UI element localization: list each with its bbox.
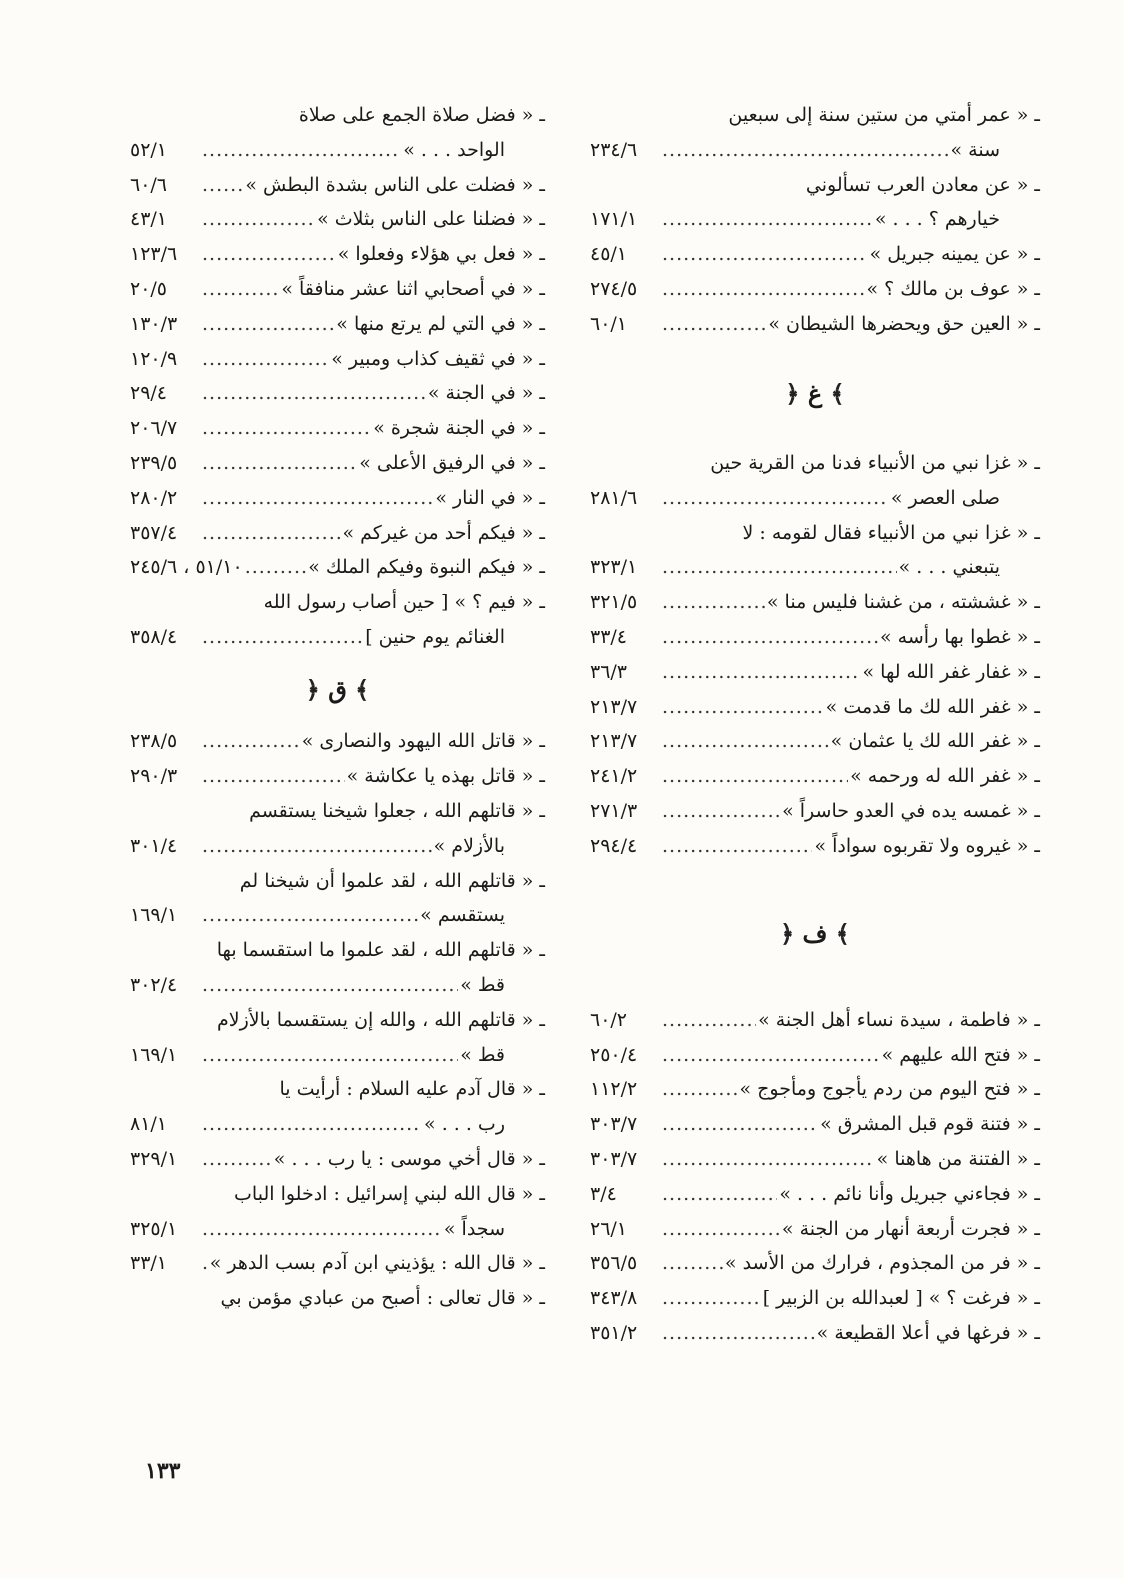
entry-reference: ١٣٠/٣ <box>130 312 178 335</box>
entry-text: ـ « فجاءني جبريل وأنا نائم . . . » <box>779 1182 1040 1205</box>
heading-ornament: ﴾ <box>827 918 850 948</box>
entry-line <box>590 724 1040 759</box>
entry-text: ـ « العين حق ويحضرها الشيطان » <box>768 312 1040 335</box>
entry-reference: ٣٢٣/١ <box>590 556 638 579</box>
leader-dots <box>662 759 848 794</box>
entry-text: ـ « فيكم النبوة وفيكم الملك » <box>308 556 545 579</box>
leader-dots <box>662 690 824 725</box>
leader-dots <box>662 1038 880 1073</box>
index-entry <box>130 1072 545 1142</box>
index-entry <box>590 1142 1040 1177</box>
index-entry <box>130 307 545 342</box>
entry-reference: ٣٠٢/٤ <box>130 973 178 996</box>
index-entry <box>590 516 1040 586</box>
entry-reference: ٥١/١٠ ، ٢٤٥/٦ <box>130 556 243 579</box>
entry-text: ـ « قاتل بهذه يا عكاشة » <box>346 765 545 788</box>
entry-text: ـ « غفر الله لك يا عثمان » <box>830 730 1040 753</box>
leader-dots <box>662 202 873 237</box>
entry-reference: ٣٢٩/١ <box>130 1147 178 1170</box>
index-entry <box>130 237 545 272</box>
leader-dots <box>202 724 300 759</box>
entry-text: ـ « عمر أمتي من ستين سنة إلى سبعين <box>728 104 1040 126</box>
entry-reference: ٢٧١/٣ <box>590 799 638 822</box>
index-entry <box>130 272 545 307</box>
entry-line <box>590 1107 1040 1142</box>
entry-line <box>590 1316 1040 1351</box>
entry-reference: ٢٠٦/٧ <box>130 417 178 440</box>
entry-reference: ٣٥٨/٤ <box>130 625 178 648</box>
entry-line <box>590 1177 1040 1212</box>
entry-line <box>130 516 545 551</box>
index-entry <box>590 759 1040 794</box>
entry-text: ـ « فضل صلاة الجمع على صلاة <box>298 104 545 126</box>
index-entry <box>130 168 545 203</box>
entry-text: ـ « فتح الله عليهم » <box>881 1043 1040 1066</box>
index-entry <box>130 759 545 794</box>
leader-dots <box>202 1212 442 1247</box>
entry-text: ـ « الفتنة من هاهنا » <box>876 1147 1040 1170</box>
entry-line <box>130 1003 545 1038</box>
entry-text: ـ « في ثقيف كذاب ومبير » <box>331 347 545 370</box>
entry-line <box>130 98 545 133</box>
leader-dots <box>202 376 426 411</box>
entry-reference: ٣٢١/٥ <box>590 591 638 614</box>
section-letter: غ <box>807 378 823 408</box>
index-entry <box>590 620 1040 655</box>
entry-line <box>130 1177 545 1212</box>
section-letter: ف <box>802 918 828 948</box>
entry-text: خيارهم ؟ . . . » <box>874 208 1000 231</box>
entry-line <box>590 655 1040 690</box>
entry-text: ـ « فضلنا على الناس بثلاث » <box>317 208 545 231</box>
index-entry <box>130 550 545 585</box>
leader-dots <box>662 133 948 168</box>
entry-text: قط » <box>460 973 505 996</box>
entry-reference: ٣٢٥/١ <box>130 1217 178 1240</box>
entry-text: الواحد . . . » <box>403 138 505 161</box>
index-entry <box>130 411 545 446</box>
heading-ornament: ﴾ <box>346 674 370 704</box>
leader-dots <box>202 411 371 446</box>
entry-line <box>590 1038 1040 1073</box>
entry-reference: ٦٠/١ <box>590 312 628 335</box>
index-entry <box>590 98 1040 168</box>
entry-reference: ٣/٤ <box>590 1182 617 1205</box>
entry-text: ـ « غزا نبي من الأنبياء فدنا من القرية حين <box>710 451 1040 474</box>
entry-reference: ٣٥١/٢ <box>590 1321 638 1344</box>
leader-dots <box>662 655 861 690</box>
index-entry <box>130 1142 545 1177</box>
entry-text: ـ « قاتلهم الله ، لقد علموا أن شيخنا لم <box>239 869 545 892</box>
index-entry <box>590 1212 1040 1247</box>
entry-reference: ١٦٩/١ <box>130 1043 178 1066</box>
heading-ornament: ﴿ <box>305 674 329 704</box>
entry-line <box>130 168 545 203</box>
entry-line <box>130 1281 545 1316</box>
index-entry <box>590 1003 1040 1038</box>
entry-reference: ٣٤٣/٨ <box>590 1287 638 1310</box>
leader-dots <box>202 759 345 794</box>
leader-dots <box>662 585 765 620</box>
leader-dots <box>202 342 329 377</box>
leader-dots <box>662 1107 818 1142</box>
entry-line <box>590 1281 1040 1316</box>
index-entry <box>130 376 545 411</box>
index-entry <box>590 237 1040 272</box>
heading-ornament: ﴿ <box>780 918 803 948</box>
heading-ornament: ﴿ <box>785 378 808 408</box>
entry-text: ـ « فتح اليوم من ردم يأجوج ومأجوج » <box>739 1078 1040 1101</box>
entry-text: ـ « غفر الله له ورحمه » <box>850 765 1040 788</box>
entry-line <box>590 307 1040 342</box>
entry-line <box>590 759 1040 794</box>
entry-reference: ١٦٩/١ <box>130 904 178 927</box>
index-entry <box>130 516 545 551</box>
section-heading <box>590 342 1040 446</box>
index-entry <box>130 1281 545 1316</box>
entry-reference: ٤٣/١ <box>130 208 168 231</box>
entry-text: ـ « فيكم أحد من غيركم » <box>342 521 545 544</box>
entry-text: ـ « في الجنة » <box>427 382 545 405</box>
index-entry <box>590 446 1040 516</box>
entry-text: ـ « غمسه يده في العدو حاسراً » <box>782 799 1040 822</box>
entry-reference: ٣٣/٤ <box>590 625 628 648</box>
entry-continuation-line <box>130 620 545 655</box>
index-entry <box>590 1072 1040 1107</box>
entry-line <box>130 724 545 759</box>
entry-reference: ٢٩/٤ <box>130 382 168 405</box>
index-entry <box>130 585 545 655</box>
entry-text: ـ « قال تعالى : أصبح من عبادي مؤمن بي <box>220 1287 545 1310</box>
entry-text: ـ « فر من المجذوم ، فرارك من الأسد » <box>724 1252 1040 1275</box>
leader-dots <box>662 481 889 516</box>
entry-reference: ٣٦/٣ <box>590 660 628 683</box>
entry-reference: ٢٦/١ <box>590 1217 628 1240</box>
entry-continuation-line <box>130 1038 545 1073</box>
entry-text: يستقسم » <box>420 904 505 927</box>
entry-text: ـ « عن معادن العرب تسألوني <box>805 173 1040 196</box>
entry-line <box>130 864 545 899</box>
entry-text: ـ « قاتل الله اليهود والنصارى » <box>301 730 545 753</box>
entry-reference: ٦٠/٦ <box>130 173 168 196</box>
leader-dots <box>662 794 780 829</box>
section-letter: ق <box>328 674 347 704</box>
index-entry <box>590 585 1040 620</box>
entry-text: ـ « فاطمة ، سيدة نساء أهل الجنة » <box>758 1008 1040 1031</box>
entry-text: سجداً » <box>443 1217 505 1240</box>
leader-dots <box>202 516 341 551</box>
entry-reference: ٢١٣/٧ <box>590 695 638 718</box>
entry-line <box>130 1072 545 1107</box>
entry-reference: ٢١٣/٧ <box>590 730 638 753</box>
entry-reference: ٣٣/١ <box>130 1252 168 1275</box>
entry-text: سنة » <box>950 138 1000 161</box>
leader-dots <box>662 1142 875 1177</box>
leader-dots <box>202 202 315 237</box>
leader-dots <box>662 1246 723 1281</box>
entry-line <box>590 829 1040 864</box>
entry-reference: ٣٥٧/٤ <box>130 521 178 544</box>
leader-dots <box>662 1212 780 1247</box>
entry-text: الغنائم يوم حنين ] <box>365 625 505 648</box>
index-entry <box>590 724 1040 759</box>
entry-reference: ٥٢/١ <box>130 138 168 161</box>
entry-continuation-line <box>590 550 1040 585</box>
entry-text: ـ « في النار » <box>435 486 545 509</box>
entry-text: ـ « فيم ؟ » [ حين أصاب رسول الله <box>263 591 545 614</box>
entry-reference: ٢٥٠/٤ <box>590 1043 638 1066</box>
leader-dots <box>202 898 418 933</box>
entry-reference: ٣٠٣/٧ <box>590 1113 638 1136</box>
entry-text: ـ « غفار غفر الله لها » <box>862 660 1040 683</box>
leader-dots <box>202 237 336 272</box>
leader-dots <box>662 237 868 272</box>
entry-line <box>590 272 1040 307</box>
entry-text: ـ « فرغها في أعلا القطيعة » <box>816 1321 1040 1344</box>
entry-line <box>130 237 545 272</box>
entry-line <box>130 272 545 307</box>
leader-dots <box>202 1038 458 1073</box>
leader-dots <box>202 272 279 307</box>
entry-text: ـ « قال آدم عليه السلام : أرأيت يا <box>279 1078 545 1101</box>
index-entry <box>130 1246 545 1281</box>
entry-line <box>130 376 545 411</box>
index-entry <box>130 446 545 481</box>
entry-line <box>130 446 545 481</box>
entry-text: بالأزلام » <box>433 834 505 857</box>
leader-dots <box>202 133 401 168</box>
entry-line <box>130 550 545 585</box>
leader-dots <box>202 620 363 655</box>
entry-line <box>130 202 545 237</box>
entry-reference: ٢٤١/٢ <box>590 765 638 788</box>
leader-dots <box>662 1316 815 1351</box>
leader-dots <box>202 1142 272 1177</box>
entry-reference: ٢٧٤/٥ <box>590 277 638 300</box>
leader-dots <box>245 550 307 585</box>
entry-line <box>590 446 1040 481</box>
entry-continuation-line <box>590 202 1040 237</box>
entry-text: ـ « غيروه ولا تقربوه سواداً » <box>814 834 1040 857</box>
leader-dots <box>662 1072 737 1107</box>
entry-line <box>130 759 545 794</box>
entry-continuation-line <box>130 829 545 864</box>
entry-reference: ١١٢/٢ <box>590 1078 638 1101</box>
entry-reference: ٢٨٠/٢ <box>130 486 178 509</box>
leader-dots <box>202 307 334 342</box>
entry-line <box>130 411 545 446</box>
leader-dots <box>202 168 243 203</box>
leader-dots <box>662 550 897 585</box>
index-entry <box>130 1003 545 1073</box>
entry-line <box>590 620 1040 655</box>
leader-dots <box>662 1003 756 1038</box>
entry-text: ـ « غششته ، من غشنا فليس منا » <box>766 591 1040 614</box>
entry-line <box>590 690 1040 725</box>
entry-reference: ١٧١/١ <box>590 208 638 231</box>
index-entry <box>590 1177 1040 1212</box>
entry-line <box>590 516 1040 551</box>
entry-line <box>130 342 545 377</box>
leader-dots <box>202 481 433 516</box>
index-entry <box>590 1316 1040 1351</box>
leader-dots <box>202 1107 422 1142</box>
entry-text: ـ « قال الله لبني إسرائيل : ادخلوا الباب <box>234 1182 545 1205</box>
entry-text: ـ « عن يمينه جبريل » <box>869 243 1040 266</box>
index-entry <box>590 307 1040 342</box>
entry-line <box>590 585 1040 620</box>
entry-line <box>590 237 1040 272</box>
entry-text: ـ « قاتلهم الله ، جعلوا شيخنا يستقسم <box>249 799 545 822</box>
leader-dots <box>662 724 829 759</box>
entry-text: ـ « فتنة قوم قبل المشرق » <box>820 1113 1040 1136</box>
entry-text: ـ « فرغت ؟ » [ لعبدالله بن الزبير ] <box>762 1287 1040 1310</box>
entry-continuation-line <box>130 1212 545 1247</box>
entry-reference: ٣٠٣/٧ <box>590 1147 638 1170</box>
page-number: ١٣٣ <box>145 1458 181 1484</box>
entry-line <box>590 1246 1040 1281</box>
index-column-left <box>130 98 545 1316</box>
entry-reference: ٢٨١/٦ <box>590 486 638 509</box>
index-entry <box>590 1038 1040 1073</box>
entry-reference: ٢٣٨/٥ <box>130 730 178 753</box>
entry-text: ـ « في أصحابي اثنا عشر منافقاً » <box>281 277 545 300</box>
index-entry <box>590 1246 1040 1281</box>
section-heading <box>130 655 545 725</box>
entry-line <box>590 1142 1040 1177</box>
entry-line <box>130 307 545 342</box>
entry-continuation-line <box>130 1107 545 1142</box>
entry-line <box>130 794 545 829</box>
entry-line <box>590 1003 1040 1038</box>
entry-continuation-line <box>130 968 545 1003</box>
entry-reference: ٢٠/٥ <box>130 277 168 300</box>
entry-line <box>130 933 545 968</box>
entry-reference: ٣٠١/٤ <box>130 834 178 857</box>
entry-text: ـ « غطوا بها رأسه » <box>879 625 1040 648</box>
index-entry <box>130 342 545 377</box>
entry-reference: ٤٥/١ <box>590 243 628 266</box>
entry-line <box>590 794 1040 829</box>
index-entry <box>130 481 545 516</box>
leader-dots <box>202 1246 208 1281</box>
index-entry <box>130 724 545 759</box>
leader-dots <box>662 1177 777 1212</box>
entry-reference: ٢٣٩/٥ <box>130 451 178 474</box>
index-entry <box>590 655 1040 690</box>
index-column-right <box>590 98 1040 1351</box>
leader-dots <box>662 829 812 864</box>
entry-text: ـ « فعل بي هؤلاء وفعلوا » <box>337 243 545 266</box>
entry-text: قط » <box>460 1043 505 1066</box>
leader-dots <box>662 620 878 655</box>
entry-text: ـ « في الرفيق الأعلى » <box>359 451 545 474</box>
index-entry <box>130 202 545 237</box>
index-entry <box>590 690 1040 725</box>
entry-line <box>130 1246 545 1281</box>
entry-text: ـ « فجرت أربعة أنهار من الجنة » <box>781 1217 1040 1240</box>
index-entry <box>130 933 545 1003</box>
entry-reference: ١٢٣/٦ <box>130 243 178 266</box>
entry-text: ـ « قاتلهم الله ، لقد علموا ما استقسما بها <box>216 939 545 962</box>
leader-dots <box>202 446 357 481</box>
index-entry <box>130 864 545 934</box>
entry-continuation-line <box>590 133 1040 168</box>
index-entry <box>130 98 545 168</box>
entry-continuation-line <box>130 898 545 933</box>
entry-reference: ٣٥٦/٥ <box>590 1252 638 1275</box>
entry-text: ـ « غزا نبي من الأنبياء فقال لقومه : لا <box>742 521 1040 544</box>
entry-reference: ٢٣٤/٦ <box>590 138 638 161</box>
leader-dots <box>202 968 458 1003</box>
entry-reference: ٢٩٠/٣ <box>130 765 178 788</box>
entry-reference: ٢٩٤/٤ <box>590 834 638 857</box>
entry-text: ـ « في التي لم يرتع منها » <box>336 312 545 335</box>
index-entry <box>590 168 1040 238</box>
entry-line <box>590 98 1040 133</box>
index-entry <box>130 1177 545 1247</box>
entry-line <box>590 168 1040 203</box>
entry-continuation-line <box>130 133 545 168</box>
entry-continuation-line <box>590 481 1040 516</box>
entry-text: ـ « غفر الله لك ما قدمت » <box>825 695 1040 718</box>
index-entry <box>590 1107 1040 1142</box>
entry-text: يتبعني . . . » <box>898 556 1000 579</box>
entry-text: ـ « عوف بن مالك ؟ » <box>866 277 1040 300</box>
entry-text: ـ « في الجنة شجرة » <box>373 417 545 440</box>
heading-ornament: ﴾ <box>822 378 845 408</box>
entry-text: ـ « فضلت على الناس بشدة البطش » <box>245 173 545 196</box>
entry-line <box>590 1072 1040 1107</box>
entry-text: ـ « قال أخي موسى : يا رب . . . » <box>273 1147 545 1170</box>
entry-line <box>590 1212 1040 1247</box>
entry-line <box>130 585 545 620</box>
index-entry <box>590 1281 1040 1316</box>
entry-line <box>130 481 545 516</box>
leader-dots <box>202 829 432 864</box>
leader-dots <box>662 1281 761 1316</box>
leader-dots <box>662 307 766 342</box>
entry-reference: ٦٠/٢ <box>590 1008 628 1031</box>
leader-dots <box>662 272 864 307</box>
index-entry <box>590 272 1040 307</box>
entry-reference: ١٢٠/٩ <box>130 347 178 370</box>
section-heading <box>590 864 1040 1003</box>
entry-line <box>130 1142 545 1177</box>
entry-text: رب . . . » <box>424 1113 505 1136</box>
entry-text: ـ « قاتلهم الله ، والله إن يستقسما بالأزلام <box>217 1008 545 1031</box>
entry-reference: ٨١/١ <box>130 1113 168 1136</box>
entry-text: صلى العصر » <box>890 486 1000 509</box>
index-entry <box>590 829 1040 864</box>
index-entry <box>130 794 545 864</box>
index-entry <box>590 794 1040 829</box>
entry-text: ـ « قال الله : يؤذيني ابن آدم بسب الدهر » <box>209 1252 545 1275</box>
